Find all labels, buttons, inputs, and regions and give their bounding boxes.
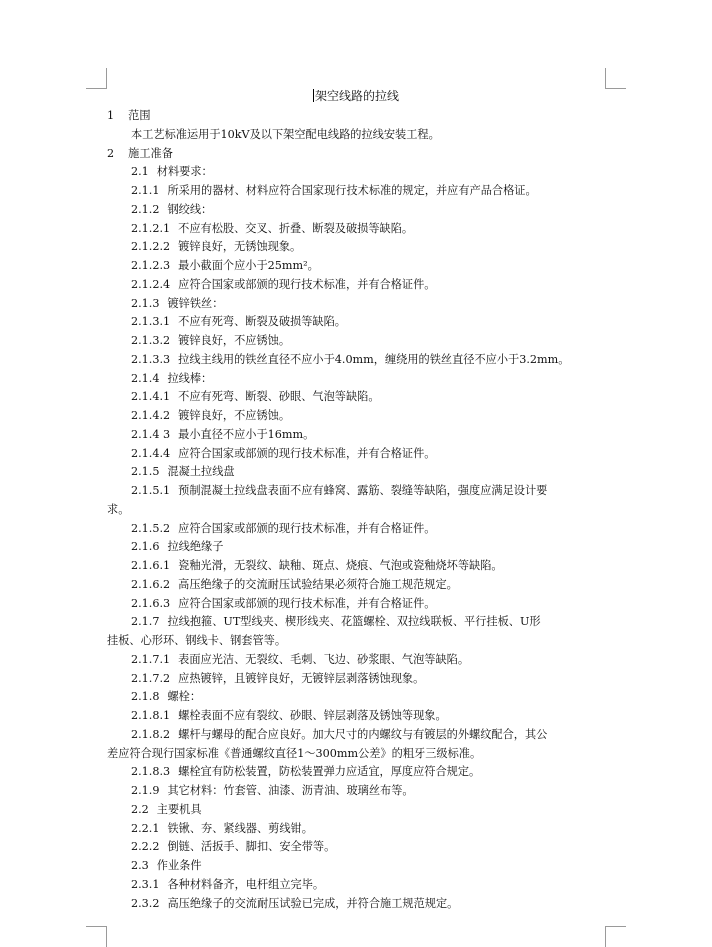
paragraph-text: 范围 [128, 109, 151, 122]
paragraph-line [107, 257, 605, 276]
paragraph-line [107, 145, 605, 164]
section-number: 2.1.6.2 [131, 577, 171, 591]
paragraph-text: 高压绝缘子的交流耐压试验已完成，并符合施工规范规定。 [167, 896, 459, 910]
crop-mark-bottom-left [86, 926, 107, 947]
section-number: 2.1.4.2 [131, 409, 171, 422]
paragraph-text: 螺栓表面不应有裂纹、砂眼、锌层剥落及锈蚀等现象。 [178, 709, 447, 722]
section-number: 2.1.5.1 [131, 484, 171, 497]
paragraph-text: 镀锌良好，无锈蚀现象。 [178, 240, 302, 254]
section-number: 2.1.5.2 [131, 521, 171, 535]
paragraph-line [107, 163, 605, 182]
section-number: 2.1.2.3 [131, 259, 171, 272]
paragraph-text: 最小截面个应小于25mm²。 [178, 259, 319, 272]
paragraph-continuation: 挂板、心形环、钢线卡、钢套管等。 [107, 634, 287, 647]
paragraph-text: 表面应光洁、无裂纹、毛刺、飞边、砂浆眼、气泡等缺陷。 [178, 652, 470, 666]
section-number: 2.1.2.4 [131, 277, 171, 291]
crop-mark-top-left [86, 68, 107, 89]
paragraph-text: 高压绝缘子的交流耐压试验结果必须符合施工规范规定。 [178, 577, 458, 591]
paragraph-line [107, 332, 605, 351]
paragraph-line [107, 895, 605, 914]
section-number: 2.1 [131, 165, 149, 179]
section-number: 2.3 [131, 859, 149, 872]
paragraph-text: 不应有松股、交叉、折叠、断裂及破损等缺陷。 [178, 221, 414, 235]
paragraph-continuation: 求。 [107, 502, 130, 516]
paragraph-text: 其它材料：竹套管、油漆、沥青油、玻璃丝布等。 [167, 784, 414, 797]
document-lines [107, 107, 605, 913]
crop-mark-top-right [605, 68, 626, 89]
paragraph-line [107, 276, 605, 295]
paragraph-line [107, 107, 605, 126]
section-number: 2.3.2 [131, 896, 160, 910]
paragraph-text: 作业条件 [156, 859, 202, 872]
paragraph-text: 拉线主线用的铁丝直径不应小于4.0mm，缠绕用的铁丝直径不应小于3.2mm。 [178, 352, 570, 366]
section-number: 2.1.3.1 [131, 315, 171, 329]
section-number: 2.1.8.2 [131, 727, 171, 741]
section-number: 2.1.7.2 [131, 671, 171, 685]
paragraph-text: 不应有死弯、断裂及破损等缺陷。 [178, 315, 346, 329]
paragraph-line [107, 482, 605, 501]
paragraph-text: 应符合国家或部颁的现行技术标准，并有合格证件。 [178, 446, 436, 460]
paragraph-text: 应符合国家或部颁的现行技术标准，并有合格证件。 [178, 596, 436, 610]
paragraph-text: 拉线抱箍、UT型线夹、楔形线夹、花篮螺栓、双拉线联板、平行挂板、U形 [167, 615, 541, 629]
paragraph-line [107, 538, 605, 557]
section-number: 2.2.2 [131, 840, 160, 854]
paragraph-line [107, 388, 605, 407]
paragraph-text: 混凝土拉线盘 [167, 465, 235, 479]
paragraph-line [107, 201, 605, 220]
paragraph-text: 钢绞线： [167, 202, 213, 216]
paragraph-line [107, 426, 605, 445]
paragraph-text: 倒链、活扳手、脚扣、安全带等。 [167, 840, 336, 854]
paragraph-text: 预制混凝土拉线盘表面不应有蜂窝、露筋、裂缝等缺陷，强度应满足设计要 [178, 484, 548, 497]
paragraph-line [107, 407, 605, 426]
paragraph-line [107, 220, 605, 239]
paragraph-line [107, 801, 605, 820]
paragraph-text: 镀锌铁丝： [167, 296, 224, 310]
paragraph-text: 镀锌良好，不应锈蚀。 [178, 409, 291, 422]
paragraph-line [107, 707, 605, 726]
paragraph-text: 应热镀锌，且镀锌良好，无镀锌层剥落锈蚀现象。 [178, 671, 425, 685]
paragraph-line [107, 820, 605, 839]
paragraph-line [107, 463, 605, 482]
paragraph-line [107, 857, 605, 876]
paragraph-text: 最小直径不应小于16mm。 [178, 427, 315, 441]
paragraph-text: 螺栓宜有防松装置，防松装置弹力应适宜，厚度应符合规定。 [178, 765, 481, 779]
section-number: 2.1.8.3 [131, 765, 171, 779]
section-number: 2.1.2.2 [131, 240, 171, 254]
document-title [107, 86, 605, 107]
paragraph-text: 应符合国家或部颁的现行技术标准，并有合格证件。 [178, 277, 436, 291]
paragraph-text: 各种材料备齐，电杆组立完毕。 [167, 877, 325, 891]
paragraph-line [107, 182, 605, 201]
paragraph-line [107, 351, 605, 370]
section-number: 2.1.6.1 [131, 559, 171, 572]
paragraph-line [107, 876, 605, 895]
paragraph-line [107, 838, 605, 857]
section-number: 2.1.4.4 [131, 446, 171, 460]
paragraph-line [107, 782, 605, 801]
paragraph-line [107, 445, 605, 464]
paragraph-text: 镀锌良好，不应锈蚀。 [178, 334, 291, 347]
paragraph-line [107, 520, 605, 539]
section-number: 2.1.5 [131, 465, 160, 479]
paragraph-text: 所采用的器材、材料应符合国家现行技术标准的规定，并应有产品合格证。 [167, 184, 537, 197]
section-number: 2.1.1 [131, 184, 160, 197]
section-number: 2.1.2.1 [131, 221, 171, 235]
paragraph-text: 本工艺标准运用于10kV及以下架空配电线路的拉线安装工程。 [131, 127, 440, 141]
section-number: 2.1.3 [131, 296, 160, 310]
paragraph-line [107, 313, 605, 332]
section-number: 2.1.6.3 [131, 596, 171, 610]
paragraph-text: 材料要求： [156, 165, 213, 179]
paragraph-line [107, 688, 605, 707]
section-number: 2.1.7 [131, 615, 160, 629]
section-number: 2.1.3.3 [131, 352, 171, 366]
paragraph-text: 应符合国家或部颁的现行技术标准，并有合格证件。 [178, 521, 436, 535]
section-number: 2.1.7.1 [131, 652, 171, 666]
paragraph-text: 铁锹、夯、紧线器、剪线钳。 [167, 821, 313, 835]
paragraph-line [107, 595, 605, 614]
paragraph-line [107, 763, 605, 782]
paragraph-line [107, 613, 605, 632]
section-number: 2.2.1 [131, 821, 160, 835]
paragraph-line [107, 370, 605, 389]
section-number: 2.1.6 [131, 540, 160, 554]
paragraph-text: 主要机具 [156, 802, 202, 816]
crop-mark-bottom-right [605, 926, 626, 947]
section-number: 2.1.9 [131, 784, 160, 797]
section-number: 2.1.8 [131, 690, 160, 704]
paragraph-line [107, 295, 605, 314]
paragraph-continuation: 差应符合现行国家标准《普通螺纹直径1～300mm公差》的粗牙三级标准。 [107, 746, 482, 760]
paragraph-line [107, 126, 605, 145]
paragraph-line [107, 576, 605, 595]
section-number: 2.1.3.2 [131, 334, 171, 347]
section-number: 2 [107, 146, 115, 160]
section-number: 1 [107, 109, 115, 122]
section-number: 2.1.8.1 [131, 709, 171, 722]
section-number: 2.1.4.1 [131, 390, 171, 404]
paragraph-line [107, 651, 605, 670]
section-number: 2.2 [131, 802, 149, 816]
document-title-text: 架空线路的拉线 [314, 89, 399, 103]
paragraph-line [107, 238, 605, 257]
section-number: 2.1.4 3 [131, 427, 171, 441]
section-number: 2.1.2 [131, 202, 160, 216]
paragraph-text: 拉线绝缘子 [167, 540, 224, 554]
paragraph-line [107, 670, 605, 689]
section-number: 2.1.4 [131, 371, 160, 385]
document-body[interactable] [107, 86, 605, 913]
paragraph-text: 施工准备 [128, 146, 173, 160]
text-cursor [313, 89, 314, 102]
paragraph-line [107, 557, 605, 576]
paragraph-text: 不应有死弯、断裂、砂眼、气泡等缺陷。 [178, 390, 380, 404]
paragraph-text: 拉线棒： [167, 371, 213, 385]
paragraph-text: 螺栓： [167, 690, 202, 704]
section-number: 2.3.1 [131, 877, 160, 891]
paragraph-text: 瓷釉光滑，无裂纹、缺釉、斑点、烧痕、气泡或瓷釉烧坏等缺陷。 [178, 559, 503, 572]
paragraph-text: 螺杆与螺母的配合应良好。加大尺寸的内螺纹与有镀层的外螺纹配合，其公 [178, 727, 548, 741]
paragraph-line [107, 726, 605, 745]
